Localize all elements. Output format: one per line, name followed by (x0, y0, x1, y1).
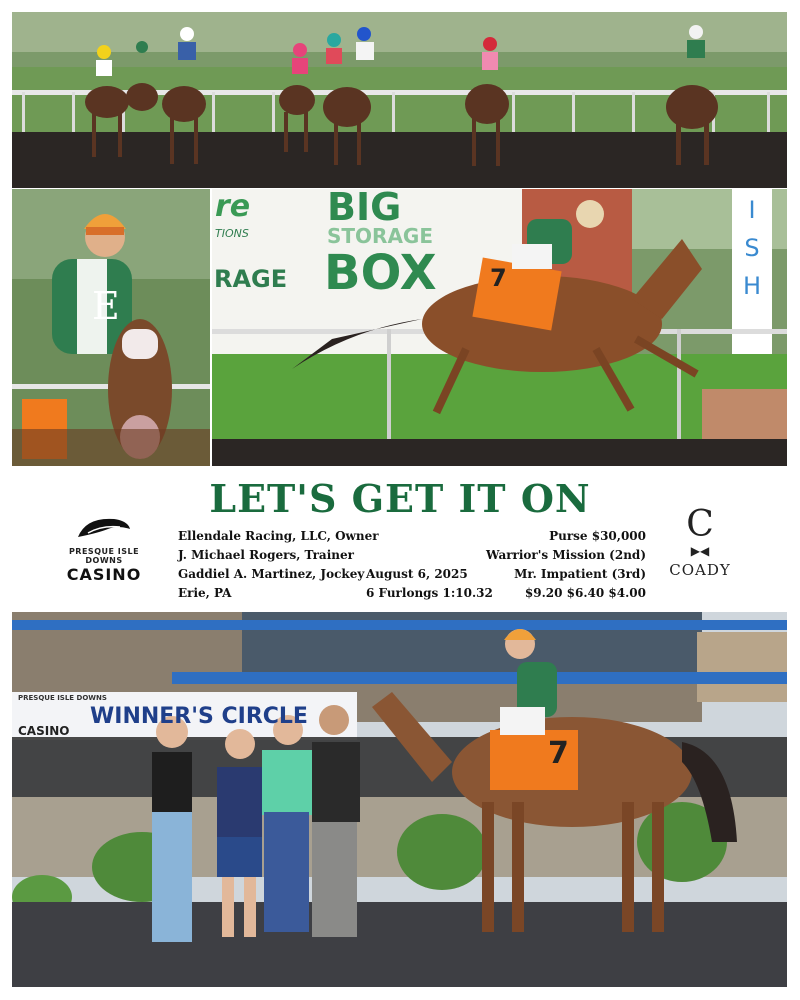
casino-logo (52, 515, 156, 584)
casino-logo-line2: CASINO (66, 565, 142, 584)
winner-sign-casino: CASINO (18, 724, 70, 738)
race-distance-time: 6 Furlongs 1:10.32 (366, 586, 493, 600)
billboard-storage-text: STORAGE (327, 224, 434, 248)
finish-saddlecloth-number: 7 (490, 264, 507, 292)
horse-head-icon (74, 515, 134, 541)
finish-line-photo (212, 189, 787, 466)
race-date-distance (366, 565, 493, 603)
finish-post-letter-s: S (744, 234, 760, 262)
race-connections (178, 527, 379, 603)
finish-post-letter-h: H (742, 272, 762, 300)
payouts-line: $9.20 $6.40 $4.00 (524, 586, 646, 600)
finish-post-letter-i: I (748, 196, 756, 224)
coady-logo (662, 505, 738, 591)
trainer-line: J. Michael Rogers, Trainer (178, 548, 354, 562)
second-place-line: Warrior's Mission (2nd) (486, 548, 646, 562)
casino-logo-line1: PRESQUE ISLE DOWNS (68, 547, 140, 565)
location-line: Erie, PA (178, 586, 232, 600)
coady-logo-letter: C (686, 504, 714, 545)
owner-line: Ellendale Racing, LLC, Owner (178, 529, 379, 543)
billboard-big-text: BIG (327, 189, 402, 229)
coady-logo-name: COADY (669, 561, 731, 579)
finish-post-letters (739, 191, 765, 305)
race-field-photo (12, 12, 787, 188)
bowtie-icon: ▶◀ (690, 544, 710, 558)
billboard-box-text: BOX (324, 245, 437, 301)
jockey-silk-letter: E (92, 284, 120, 328)
winner-circle-sign: WINNER'S CIRCLE (90, 704, 308, 729)
jockey-closeup-photo (12, 189, 210, 466)
billboard-rage-text: RAGE (214, 265, 288, 293)
race-title: LET'S GET IT ON (209, 476, 591, 521)
purse-line: Purse $30,000 (549, 529, 646, 543)
third-place-line: Mr. Impatient (3rd) (514, 567, 646, 581)
race-results (486, 527, 646, 603)
jockey-line: Gaddiel A. Martinez, Jockey (178, 567, 365, 581)
winner-sign-casino-top: PRESQUE ISLE DOWNS (18, 694, 107, 702)
winner-saddlecloth-number: 7 (548, 736, 569, 771)
race-date: August 6, 2025 (366, 567, 468, 581)
winners-circle-photo (12, 612, 787, 987)
billboard-tions-text: TIONS (215, 227, 249, 240)
billboard-re-text: re (215, 189, 251, 224)
